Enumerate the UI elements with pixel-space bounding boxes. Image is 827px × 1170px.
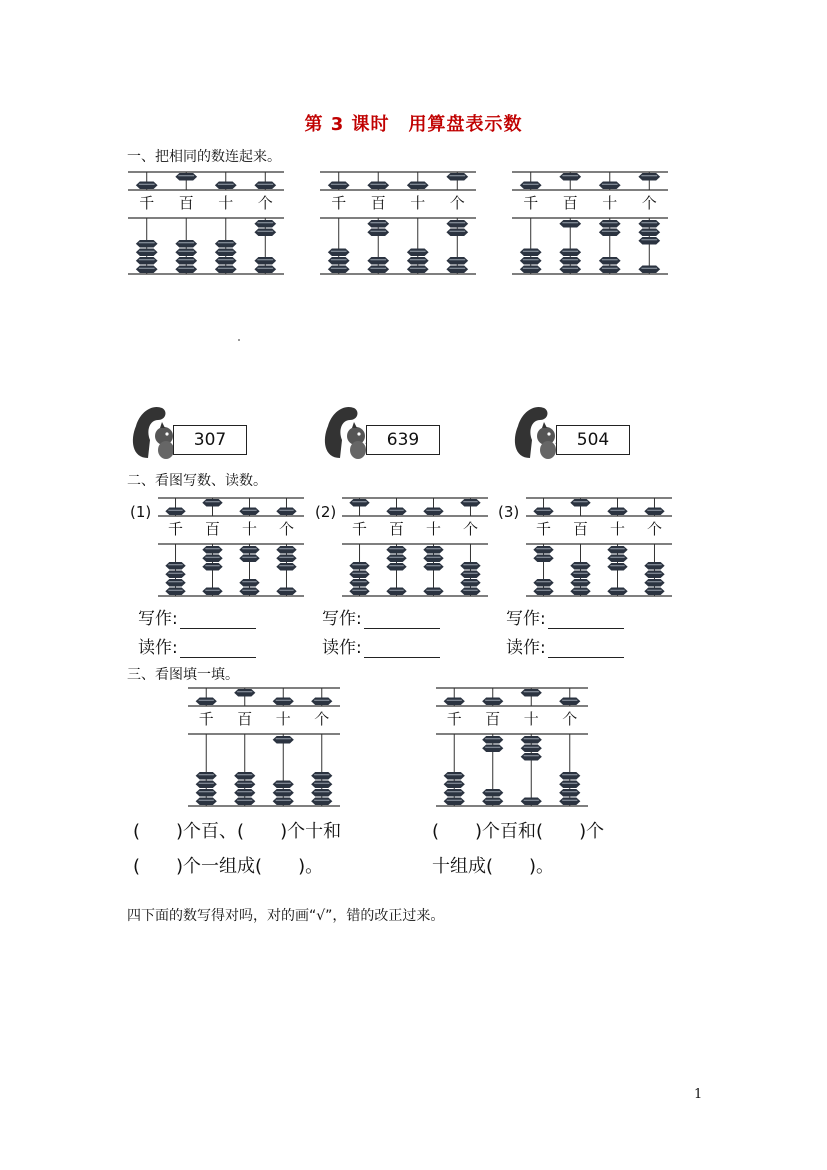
abacus-bead xyxy=(136,249,158,257)
abacus-bead xyxy=(136,257,158,265)
abacus-bead xyxy=(482,745,503,753)
fill-line: ( )个百、( )个十和 xyxy=(133,821,342,842)
abacus-bead xyxy=(175,240,197,248)
abacus-bead xyxy=(407,257,429,265)
abacus-bead xyxy=(349,579,369,587)
squirrel-icon xyxy=(512,400,562,462)
abacus-bead xyxy=(460,499,480,507)
abacus-bead xyxy=(202,588,222,596)
abacus-3-1 xyxy=(188,684,340,808)
abacus-bead xyxy=(276,508,296,516)
abacus-bead xyxy=(311,789,332,797)
abacus-bead xyxy=(328,249,350,257)
abacus-bead xyxy=(638,173,660,181)
abacus-bead xyxy=(533,588,553,596)
abacus-bead xyxy=(559,249,581,257)
abacus-bead xyxy=(349,499,369,507)
abacus-bead xyxy=(202,563,222,571)
abacus-bead xyxy=(559,220,581,228)
abacus-bead xyxy=(533,546,553,554)
abacus-bead xyxy=(234,781,255,789)
abacus-bead xyxy=(273,736,294,744)
abacus-bead xyxy=(276,563,296,571)
abacus-bead xyxy=(423,508,443,516)
abacus-bead xyxy=(349,562,369,570)
abacus-bead xyxy=(328,182,350,190)
abacus-bead xyxy=(559,789,580,797)
abacus-1-3 xyxy=(512,168,668,276)
abacus-bead xyxy=(273,698,294,706)
abacus-bead xyxy=(165,588,185,596)
abacus-bead xyxy=(482,736,503,744)
abacus-column-label: 千 xyxy=(168,520,184,538)
abacus-bead xyxy=(367,220,389,228)
abacus-bead xyxy=(533,508,553,516)
abacus-bead xyxy=(521,689,542,697)
abacus-column-label: 十 xyxy=(218,194,234,212)
abacus-bead xyxy=(599,220,621,228)
abacus-column-label: 十 xyxy=(602,194,618,212)
answer-blank[interactable] xyxy=(180,613,256,629)
abacus-bead xyxy=(533,555,553,563)
abacus-bead xyxy=(607,546,627,554)
abacus-bead xyxy=(559,781,580,789)
abacus-column-label: 个 xyxy=(257,194,273,212)
number-box-2: 639 xyxy=(366,425,440,455)
abacus-bead xyxy=(215,257,237,265)
section-3-heading: 三、看图填一填。 xyxy=(127,667,239,683)
read-row xyxy=(138,633,256,658)
abacus-bead xyxy=(165,562,185,570)
abacus-bead xyxy=(570,562,590,570)
abacus-bead xyxy=(644,571,664,579)
abacus-bead xyxy=(215,240,237,248)
abacus-bead xyxy=(570,588,590,596)
abacus-bead xyxy=(386,588,406,596)
item-label: (1) xyxy=(130,503,152,521)
abacus-bead xyxy=(202,499,222,507)
abacus-bead xyxy=(559,257,581,265)
abacus-bead xyxy=(273,789,294,797)
abacus-bead xyxy=(196,781,217,789)
abacus-bead xyxy=(521,736,542,744)
abacus-bead xyxy=(607,588,627,596)
write-row xyxy=(322,604,440,629)
section-1-heading: 一、把相同的数连起来。 xyxy=(127,149,281,165)
abacus-bead xyxy=(175,266,197,274)
read-label: 读作: xyxy=(506,638,546,658)
abacus-bead xyxy=(196,698,217,706)
abacus-column-label: 百 xyxy=(485,710,501,728)
abacus-bead xyxy=(599,182,621,190)
abacus-column-label: 个 xyxy=(562,710,578,728)
abacus-bead xyxy=(254,229,276,237)
abacus-column-label: 千 xyxy=(536,520,552,538)
abacus-bead xyxy=(254,266,276,274)
abacus-bead xyxy=(533,579,553,587)
section-2-heading: 二、看图写数、读数。 xyxy=(127,473,267,489)
abacus-bead xyxy=(273,798,294,806)
abacus-column-label: 个 xyxy=(449,194,465,212)
abacus-bead xyxy=(599,229,621,237)
number-box-1: 307 xyxy=(173,425,247,455)
abacus-bead xyxy=(311,798,332,806)
abacus-bead xyxy=(446,266,468,274)
abacus-column-label: 百 xyxy=(572,520,589,538)
abacus-1-2 xyxy=(320,168,476,276)
abacus-column-label: 百 xyxy=(204,520,221,538)
section-4-heading: 四下面的数写得对吗，对的画“√”，错的改正过来。 xyxy=(127,908,445,924)
abacus-column-label: 个 xyxy=(641,194,657,212)
read-row xyxy=(322,633,440,658)
abacus-bead xyxy=(407,182,429,190)
abacus-bead xyxy=(638,237,660,245)
abacus-bead xyxy=(386,555,406,563)
abacus-column-label: 个 xyxy=(646,520,662,538)
abacus-bead xyxy=(202,555,222,563)
abacus-bead xyxy=(460,571,480,579)
abacus-bead xyxy=(349,588,369,596)
abacus-bead xyxy=(136,182,158,190)
abacus-column-label: 个 xyxy=(462,520,478,538)
abacus-bead xyxy=(644,588,664,596)
abacus-bead xyxy=(273,781,294,789)
write-row xyxy=(138,604,256,629)
answer-blank[interactable] xyxy=(548,613,624,629)
abacus-bead xyxy=(215,249,237,257)
abacus-bead xyxy=(234,689,255,697)
abacus-bead xyxy=(407,249,429,257)
abacus-bead xyxy=(215,182,237,190)
abacus-bead xyxy=(196,772,217,780)
answer-blank[interactable] xyxy=(364,642,440,658)
abacus-bead xyxy=(165,508,185,516)
abacus-bead xyxy=(599,266,621,274)
page-title: 第 3 课时 用算盘表示数 xyxy=(304,114,523,135)
abacus-column-label: 千 xyxy=(139,194,155,212)
abacus-bead xyxy=(520,266,542,274)
abacus-bead xyxy=(386,546,406,554)
abacus-bead xyxy=(239,508,259,516)
abacus-1-1 xyxy=(128,168,284,276)
abacus-bead xyxy=(215,266,237,274)
abacus-column-label: 千 xyxy=(523,194,539,212)
abacus-bead xyxy=(607,508,627,516)
abacus-bead xyxy=(311,781,332,789)
abacus-bead xyxy=(607,563,627,571)
abacus-bead xyxy=(254,182,276,190)
abacus-bead xyxy=(638,220,660,228)
abacus-bead xyxy=(136,266,158,274)
abacus-bead xyxy=(444,698,465,706)
abacus-bead xyxy=(482,798,503,806)
abacus-bead xyxy=(482,698,503,706)
abacus-bead xyxy=(175,257,197,265)
abacus-bead xyxy=(559,698,580,706)
abacus-bead xyxy=(328,266,350,274)
abacus-bead xyxy=(386,563,406,571)
abacus-column-label: 千 xyxy=(352,520,368,538)
write-label: 写作: xyxy=(138,609,178,629)
read-label: 读作: xyxy=(322,638,362,658)
abacus-bead xyxy=(423,555,443,563)
abacus-bead xyxy=(196,798,217,806)
abacus-bead xyxy=(367,266,389,274)
abacus-bead xyxy=(638,229,660,237)
abacus-bead xyxy=(559,266,581,274)
abacus-bead xyxy=(239,546,259,554)
abacus-column-label: 百 xyxy=(237,710,253,728)
abacus-column-label: 十 xyxy=(523,710,539,728)
abacus-column-label: 十 xyxy=(425,520,442,538)
abacus-2-2 xyxy=(342,494,488,598)
abacus-bead xyxy=(460,588,480,596)
abacus-bead xyxy=(407,266,429,274)
abacus-column-label: 个 xyxy=(278,520,294,538)
abacus-bead xyxy=(276,555,296,563)
abacus-bead xyxy=(311,698,332,706)
abacus-bead xyxy=(559,798,580,806)
answer-blank[interactable] xyxy=(548,642,624,658)
abacus-column-label: 十 xyxy=(275,710,291,728)
abacus-bead xyxy=(239,588,259,596)
abacus-3-2 xyxy=(436,684,588,808)
abacus-column-label: 百 xyxy=(562,194,578,212)
read-label: 读作: xyxy=(138,638,178,658)
abacus-bead xyxy=(444,781,465,789)
abacus-2-1 xyxy=(158,494,304,598)
write-row xyxy=(506,604,624,629)
abacus-column-label: 十 xyxy=(609,520,626,538)
abacus-bead xyxy=(367,257,389,265)
abacus-bead xyxy=(386,508,406,516)
abacus-bead xyxy=(521,798,542,806)
abacus-bead xyxy=(460,562,480,570)
abacus-column-label: 个 xyxy=(314,710,330,728)
abacus-bead xyxy=(234,789,255,797)
abacus-bead xyxy=(446,257,468,265)
abacus-bead xyxy=(444,789,465,797)
abacus-bead xyxy=(349,571,369,579)
abacus-bead xyxy=(559,173,581,181)
abacus-column-label: 百 xyxy=(178,194,194,212)
abacus-bead xyxy=(444,798,465,806)
abacus-bead xyxy=(239,579,259,587)
abacus-bead xyxy=(239,555,259,563)
abacus-bead xyxy=(607,555,627,563)
abacus-bead xyxy=(423,563,443,571)
read-row xyxy=(506,633,624,658)
abacus-bead xyxy=(165,571,185,579)
abacus-2-3 xyxy=(526,494,672,598)
abacus-bead xyxy=(446,173,468,181)
abacus-bead xyxy=(367,229,389,237)
abacus-bead xyxy=(644,508,664,516)
abacus-column-label: 百 xyxy=(388,520,405,538)
abacus-bead xyxy=(520,257,542,265)
abacus-bead xyxy=(136,240,158,248)
squirrel-icon xyxy=(322,400,372,462)
write-label: 写作: xyxy=(322,609,362,629)
abacus-bead xyxy=(570,499,590,507)
number-box-3: 504 xyxy=(556,425,630,455)
abacus-bead xyxy=(234,772,255,780)
abacus-bead xyxy=(520,249,542,257)
abacus-bead xyxy=(423,546,443,554)
page-number: 1 xyxy=(694,1087,703,1102)
abacus-bead xyxy=(446,220,468,228)
abacus-bead xyxy=(638,266,660,274)
abacus-bead xyxy=(570,579,590,587)
abacus-bead xyxy=(276,588,296,596)
abacus-bead xyxy=(202,546,222,554)
abacus-bead xyxy=(521,745,542,753)
abacus-bead xyxy=(444,772,465,780)
abacus-bead xyxy=(423,588,443,596)
abacus-bead xyxy=(254,257,276,265)
fill-line: ( )个一组成( )。 xyxy=(133,856,324,877)
abacus-bead xyxy=(559,772,580,780)
abacus-bead xyxy=(367,182,389,190)
abacus-bead xyxy=(165,579,185,587)
abacus-bead xyxy=(254,220,276,228)
abacus-bead xyxy=(521,753,542,761)
item-label: (3) xyxy=(498,503,520,521)
fill-line: 十组成( )。 xyxy=(432,856,555,877)
abacus-column-label: 十 xyxy=(410,194,426,212)
abacus-column-label: 千 xyxy=(331,194,347,212)
abacus-bead xyxy=(175,249,197,257)
abacus-column-label: 千 xyxy=(446,710,462,728)
abacus-bead xyxy=(311,772,332,780)
abacus-bead xyxy=(599,257,621,265)
abacus-bead xyxy=(460,579,480,587)
abacus-column-label: 千 xyxy=(198,710,214,728)
item-label: (2) xyxy=(315,503,337,521)
answer-blank[interactable] xyxy=(364,613,440,629)
abacus-bead xyxy=(520,182,542,190)
fill-line: ( )个百和( )个 xyxy=(432,821,605,842)
abacus-column-label: 十 xyxy=(241,520,258,538)
abacus-bead xyxy=(644,562,664,570)
abacus-bead xyxy=(196,789,217,797)
abacus-bead xyxy=(276,546,296,554)
abacus-bead xyxy=(644,579,664,587)
abacus-bead xyxy=(328,257,350,265)
abacus-bead xyxy=(482,789,503,797)
write-label: 写作: xyxy=(506,609,546,629)
abacus-bead xyxy=(570,571,590,579)
answer-blank[interactable] xyxy=(180,642,256,658)
abacus-bead xyxy=(446,229,468,237)
abacus-column-label: 百 xyxy=(370,194,386,212)
abacus-bead xyxy=(175,173,197,181)
abacus-bead xyxy=(234,798,255,806)
